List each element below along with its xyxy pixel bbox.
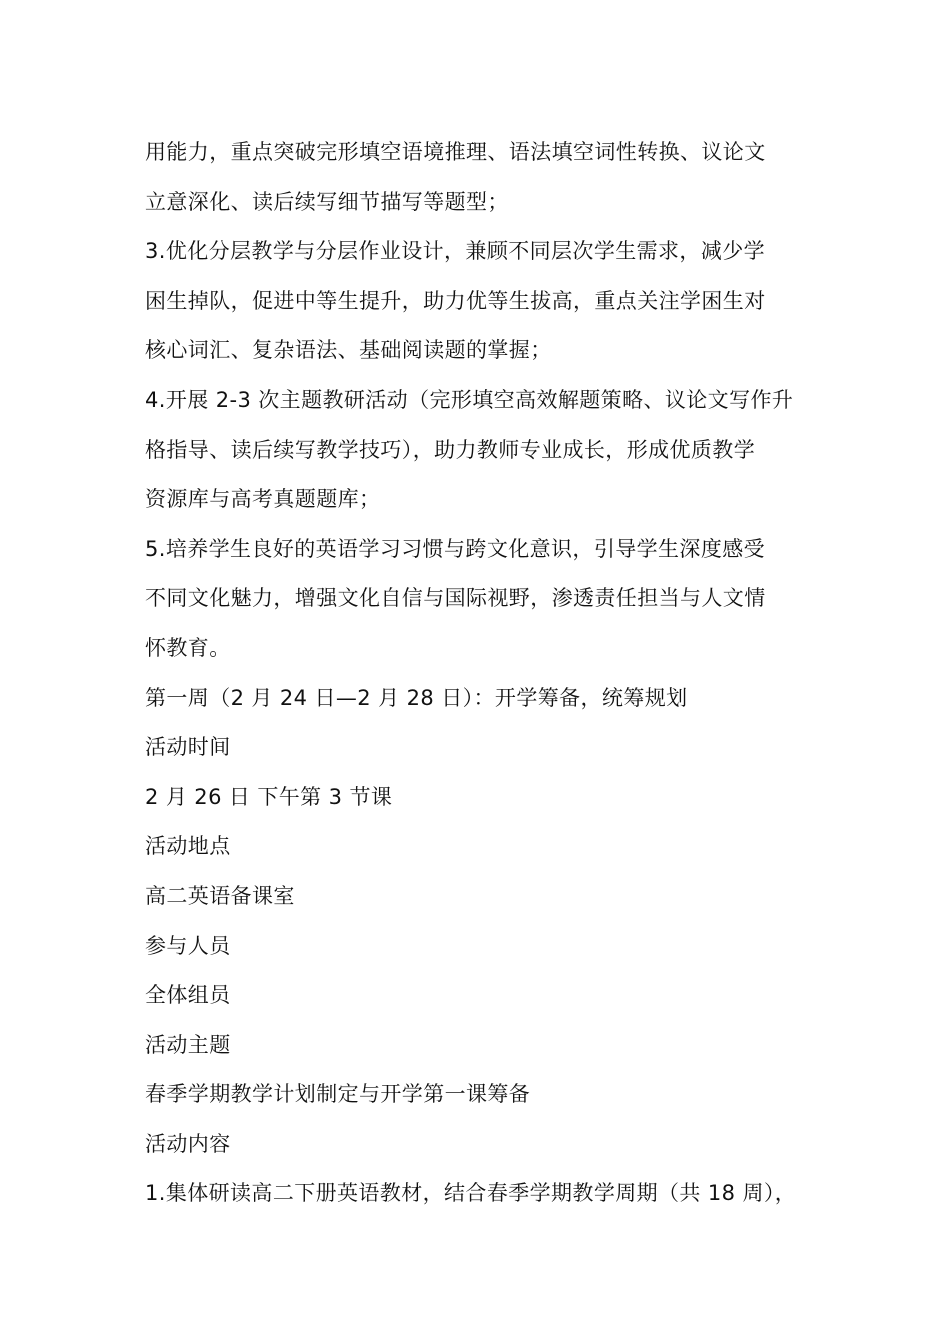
text-line: 格指导、读后续写教学技巧），助力教师专业成长，形成优质教学 [145,437,756,462]
week-heading: 第一周（2 月 24 日—2 月 28 日）：开学筹备，统筹规划 [145,685,688,710]
text-line: 5.培养学生良好的英语学习习惯与跨文化意识，引导学生深度感受 [145,536,766,561]
text-line: 不同文化魅力，增强文化自信与国际视野，渗透责任担当与人文情 [145,586,766,611]
field-value: 2 月 26 日 下午第 3 节课 [145,784,393,809]
field-label: 活动地点 [145,834,231,859]
text-line: 4.开展 2-3 次主题教研活动（完形填空高效解题策略、议论文写作升 [145,387,794,412]
field-label: 活动内容 [145,1131,231,1156]
text-line: 困生掉队，促进中等生提升，助力优等生拔高，重点关注学困生对 [145,288,766,313]
field-label: 活动主题 [145,1032,231,1057]
text-line: 1.集体研读高二下册英语教材，结合春季学期教学周期（共 18 周）， [145,1181,797,1206]
text-line: 资源库与高考真题题库； [145,487,381,512]
field-value: 全体组员 [145,983,231,1008]
text-line: 用能力，重点突破完形填空语境推理、语法填空词性转换、议论文 [145,140,766,164]
text-line: 核心词汇、复杂语法、基础阅读题的掌握； [145,338,552,363]
field-label: 参与人员 [145,933,231,958]
text-line: 怀教育。 [145,635,231,660]
text-line: 3.优化分层教学与分层作业设计，兼顾不同层次学生需求，减少学 [145,239,766,264]
field-value: 春季学期教学计划制定与开学第一课筹备 [145,1082,531,1107]
text-line: 立意深化、读后续写细节描写等题型； [145,189,509,214]
field-label: 活动时间 [145,735,231,760]
field-value: 高二英语备课室 [145,883,295,908]
document-body [145,128,825,1219]
